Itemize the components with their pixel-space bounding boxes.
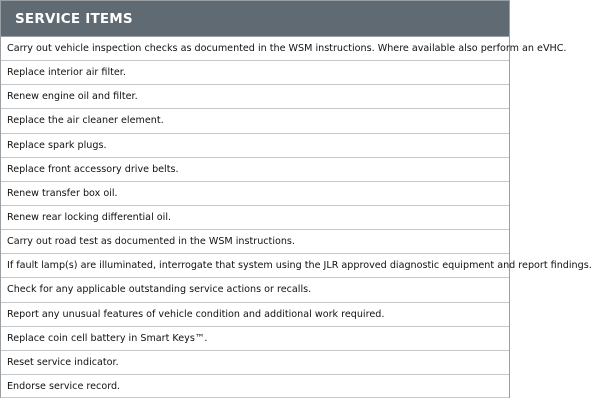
list-item-text: Carry out vehicle inspection checks as documented in the WSM instructions. Where available also perform an eVHC. <box>7 43 567 55</box>
list-item <box>1 277 509 301</box>
list-item <box>1 133 509 157</box>
list-item <box>1 108 509 132</box>
list-item-text: Endorse service record. <box>7 380 121 392</box>
table-header <box>1 1 509 36</box>
list-item-text: Replace spark plugs. <box>7 139 107 151</box>
list-item <box>1 350 509 374</box>
list-item <box>1 36 567 60</box>
list-item-text: Carry out road test as documented in the WSM instructions. <box>7 236 295 248</box>
list-item <box>1 157 509 181</box>
service-items-list <box>1 36 592 398</box>
list-item-text: If fault lamp(s) are illuminated, interrogate that system using the JLR approved diagnostic equipment and report findings. <box>7 260 592 272</box>
list-item-text: Report any unusual features of vehicle condition and additional work required. <box>7 308 385 320</box>
list-item-text: Renew transfer box oil. <box>7 187 118 199</box>
list-item-text: Replace coin cell battery in Smart Keys™. <box>7 332 208 344</box>
list-item <box>1 253 592 277</box>
list-item-text: Check for any applicable outstanding service actions or recalls. <box>7 284 312 296</box>
list-item <box>1 60 509 84</box>
list-item <box>1 205 509 229</box>
list-item-text: Replace the air cleaner element. <box>7 115 164 127</box>
list-item <box>1 326 509 350</box>
list-item-text: Renew rear locking differential oil. <box>7 212 172 224</box>
list-item <box>1 84 509 108</box>
list-item-text: Renew engine oil and filter. <box>7 91 138 103</box>
list-item <box>1 302 509 326</box>
list-item-text: Reset service indicator. <box>7 356 119 368</box>
list-item-text: Replace front accessory drive belts. <box>7 163 179 175</box>
list-item <box>1 181 509 205</box>
list-item <box>1 374 509 398</box>
list-item-text: Replace interior air filter. <box>7 67 126 79</box>
list-item <box>1 229 509 253</box>
table-title: SERVICE ITEMS <box>15 10 133 27</box>
